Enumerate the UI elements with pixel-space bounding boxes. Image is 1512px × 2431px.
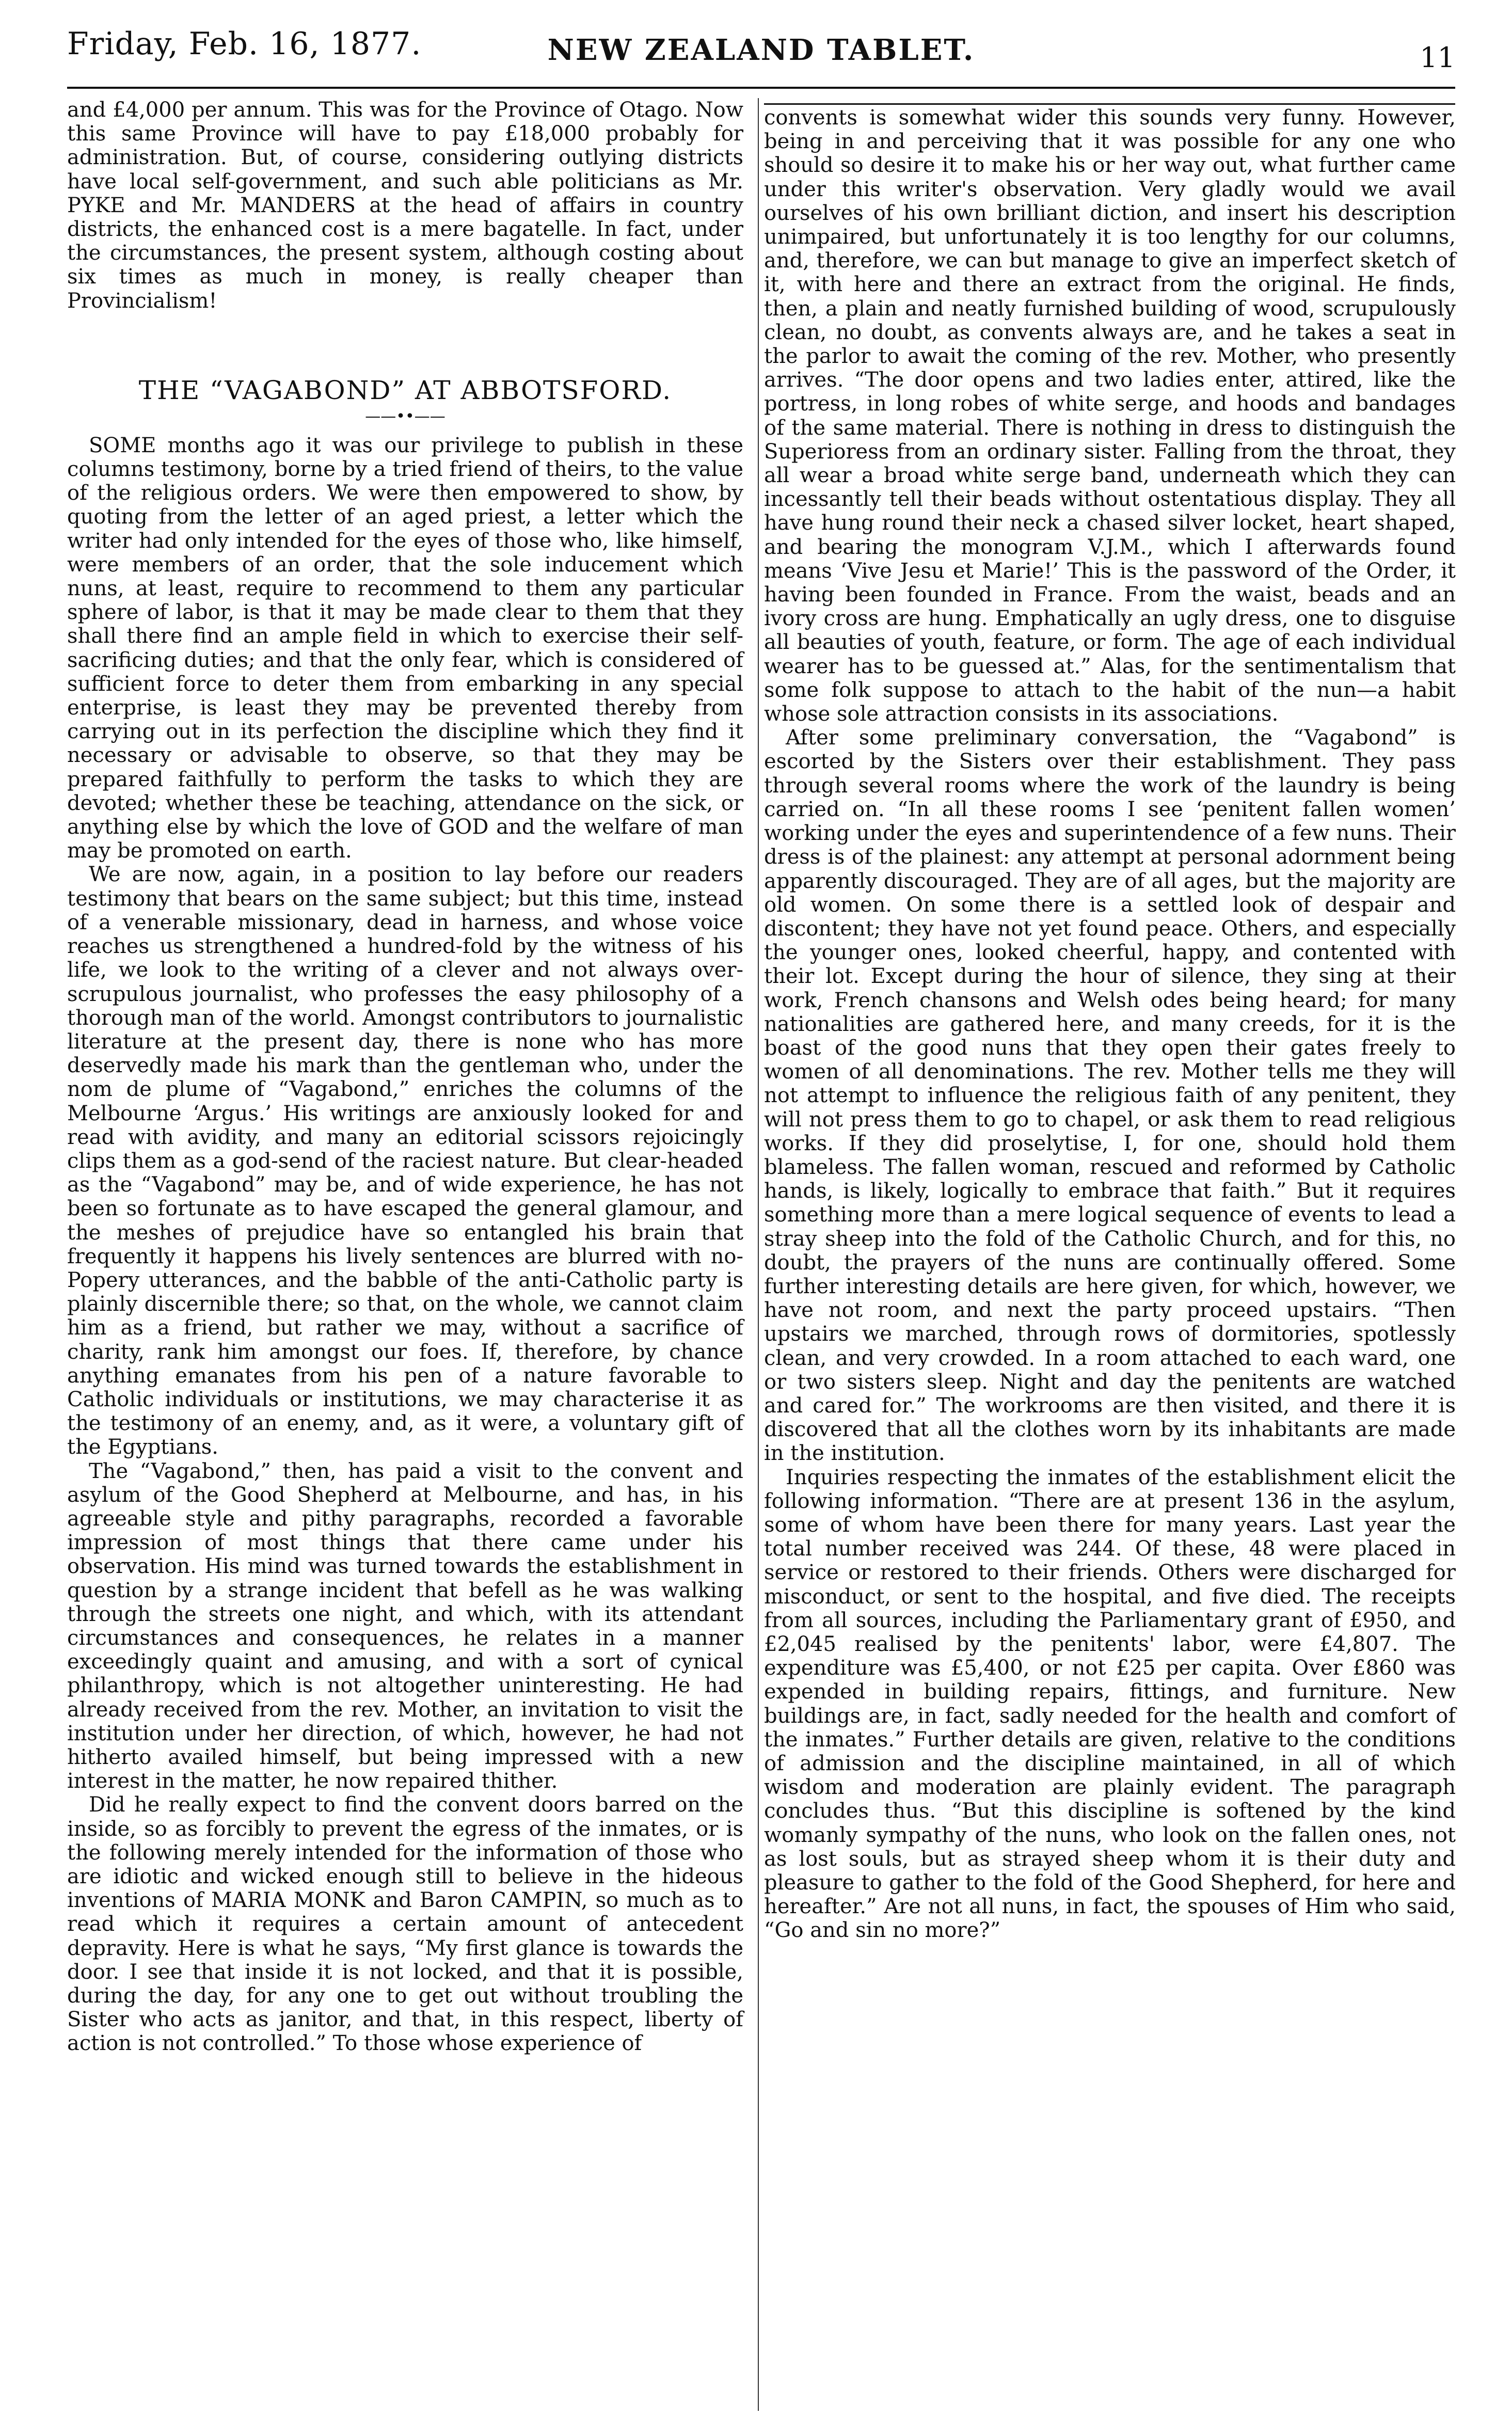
article-paragraph: The “Vagabond,” then, has paid a visit to the convent and asylum of the Good Shepherd at Melbourne, and has, in his agreeable style and pithy paragraphs, recorded a favorable impression of most things that there came under his observation. His mind was turned towards the establishment in question by a strange incident that befell as he was walking through the streets one night, and which, with its attendant circumstances and consequences, he relates in a manner exceedingly quaint and amusing, and with a sort of cynical philanthropy, which is not altogether uninteresting. He had already received from the rev. Mother, an invitation to visit the institution under her direction, of which, however, he had not hitherto availed himself, but being impressed with a new interest in the matter, he now repaired thither. bbox=[67, 1459, 743, 1793]
masthead bbox=[67, 10, 1455, 88]
continued-paragraph: and £4,000 per annum. This was for the Province of Otago. Now this same Province will have to pay £18,000 probably for administration. But, of course, considering outlying districts have local self-government, and such able politicians as Mr. PYKE and Mr. MANDERS at the head of affairs in country districts, the enhanced cost is a mere bagatelle. In fact, under the circumstances, the present system, although costing about six times as much in money, is really cheaper than Provincialism! bbox=[67, 98, 743, 313]
article-paragraph: We are now, again, in a position to lay before our readers testimony that bears on the same subject; but this time, instead of a venerable missionary, dead in harness, and whose voice reaches us strengthened a hundred-fold by the witness of his life, we look to the writing of a clever and not always over-scrupulous journalist, who professes the easy philosophy of a thorough man of the world. Amongst contributors to journalistic literature at the present day, there is none who has more deservedly made his mark than the gentleman who, under the nom de plume of “Vagabond,” enriches the columns of the Melbourne ‘Argus.’ His writings are anxiously looked for and read with avidity, and many an editorial scissors rejoicingly clips them as a god-send of the raciest nature. But clear-headed as the “Vagabond” may be, and of wide experience, he has not been so fortunate as to have escaped the general glamour, and the meshes of prejudice have so entangled his brain that frequently it happens his lively sentences are blurred with no-Popery utterances, and the babble of the anti-Catholic party is plainly discernible there; so that, on the whole, we cannot claim him as a friend, but rather we may, without a sacrifice of charity, rank him amongst our foes. If, therefore, by chance anything emanates from his pen of a nature favorable to Catholic individuals or institutions, we may characterise it as the testimony of an enemy, and, as it were, a voluntary gift of the Egyptians. bbox=[67, 863, 743, 1459]
left-column bbox=[67, 98, 743, 2056]
right-column bbox=[764, 106, 1456, 1943]
issue-date: Friday, Feb. 16, 1877. bbox=[67, 26, 422, 62]
article-paragraph: After some preliminary conversation, the “Vagabond” is escorted by the Sisters over their establishment. They pass through several rooms where the work of the laundry is being carried on. “In all these rooms I see ‘penitent fallen women’ working under the eyes and superintendence of a few nuns. Their dress is of the plainest: any attempt at personal adornment being apparently discouraged. They are of all ages, but the majority are old women. On some there is a settled look of despair and discontent; they have not yet found peace. Others, and especially the younger ones, looked cheerful, happy, and contented with their lot. Except during the hour of silence, they sing at their work, French chansons and Welsh odes being heard; for many nationalities are gathered here, and many creeds, for it is the boast of the good nuns that they open their gates freely to women of all denominations. The rev. Mother tells me they will not attempt to influence the religious faith of any penitent, they will not press them to go to chapel, or ask them to read religious works. If they did proselytise, I, for one, should hold them blameless. The fallen woman, rescued and reformed by Catholic hands, is likely, logically to embrace that faith.” But it requires something more than a mere logical sequence of events to lead a stray sheep into the fold of the Catholic Church, and for this, no doubt, the prayers of the nuns are continually offered. Some further interesting details are here given, for which, however, we have not room, and next the party proceed upstairs. “Then upstairs we marched, through rows of dormitories, spotlessly clean, and very crowded. In a room attached to each ward, one or two sisters sleep. Night and day the penitents are watched and cared for.” The workrooms are then visited, and there it is discovered that all the clothes worn by its inhabitants are made in the institution. bbox=[764, 726, 1456, 1466]
article-paragraph: convents is somewhat wider this sounds very funny. However, being in and perceiving that it was possible for any one who should so desire it to make his or her way out, what further came under this writer's observation. Very gladly would we avail ourselves of his own brilliant diction, and insert his description unimpaired, but unfortunately it is too lengthy for our columns, and, therefore, we can but manage to give an imperfect sketch of it, with here and there an extract from the original. He finds, then, a plain and neatly furnished building of wood, scrupulously clean, no doubt, as convents always are, and he takes a seat in the parlor to await the coming of the rev. Mother, who presently arrives. “The door opens and two ladies enter, attired, like the portress, in long robes of white serge, and hoods and bandages of the same material. There is nothing in dress to distinguish the Superioress from an ordinary sister. Falling from the throat, they all wear a broad white serge band, underneath which they can incessantly tell their beads without ostentatious display. They all have hung round their neck a chased silver locket, heart shaped, and bearing the monogram V.J.M., which I afterwards found means ‘Vive Jesu et Marie!’ This is the password of the Order, it having been founded in France. From the waist, beads and an ivory cross are hung. Emphatically an ugly dress, one to disguise all beauties of youth, feature, or form. The age of each individual wearer has to be guessed at.” Alas, for the sentimentalism that some folk suppose to attach to the habit of the nun—a habit whose sole attraction consists in its associations. bbox=[764, 106, 1456, 726]
article-paragraph: SOME months ago it was our privilege to publish in these columns testimony, borne by a tried friend of theirs, to the value of the religious orders. We were then empowered to show, by quoting from the letter of an aged priest, a letter which the writer had only intended for the eyes of those who, like himself, were members of an order, that the sole inducement which nuns, at least, require to recommend to them any particular sphere of labor, is that it may be made clear to them that they shall there find an ample field in which to exercise their self-sacrificing duties; and that the only fear, which is considered of sufficient force to deter them from embarking in any special enterprise, is least they may be prevented thereby from carrying out in its perfection the discipline which they find it necessary or advisable to observe, so that they may be prepared faithfully to perform the tasks to which they are devoted; whether these be teaching, attendance on the sick, or anything else by which the love of GOD and the welfare of man may be promoted on earth. bbox=[67, 433, 743, 863]
masthead-rule bbox=[67, 87, 1455, 89]
article-headline: THE “VAGABOND” AT ABBOTSFORD. bbox=[138, 375, 672, 405]
column-divider bbox=[758, 98, 759, 2411]
article-paragraph: Did he really expect to find the convent doors barred on the inside, so as forcibly to prevent the egress of the inmates, or is the following merely intended for the information of those who are idiotic and wicked enough still to believe in the hideous inventions of MARIA MONK and Baron CAMPIN, so much as to read which it requires a certain amount of antecedent depravity. Here is what he says, “My first glance is towards the door. I see that inside it is not locked, and that it is possible, during the day, for any one to get out without troubling the Sister who acts as janitor, and that, in this respect, liberty of action is not controlled.” To those whose experience of bbox=[67, 1793, 743, 2056]
page-number: 11 bbox=[1420, 41, 1455, 74]
headline-ornament: ——••—— bbox=[365, 407, 445, 425]
newspaper-title: NEW ZEALAND TABLET. bbox=[547, 33, 975, 67]
article-paragraph: Inquiries respecting the inmates of the establishment elicit the following information. “There are at present 136 in the asylum, some of whom have been there for many years. Last year the total number received was 244. Of these, 48 were placed in service or restored to their friends. Others were discharged for misconduct, or sent to the hospital, and five died. The receipts from all sources, including the Parliamentary grant of £950, and £2,045 realised by the penitents' labor, were £4,807. The expenditure was £5,400, or not £25 per capita. Over £860 was expended in building repairs, fittings, and furniture. New buildings are, in fact, sadly needed for the health and comfort of the inmates.” Further details are given, relative to the conditions of admission and the discipline maintained, in all of which wisdom and moderation are plainly evident. The paragraph concludes thus. “But this discipline is softened by the kind womanly sympathy of the nuns, who look on the fallen ones, not as lost souls, but as strayed sheep whom it is their duty and pleasure to gather to the fold of the Good Shepherd, for here and hereafter.” Are not all nuns, in fact, the spouses of Him who said, “Go and sin no more?” bbox=[764, 1465, 1456, 1943]
column-top-rule bbox=[764, 103, 1455, 105]
